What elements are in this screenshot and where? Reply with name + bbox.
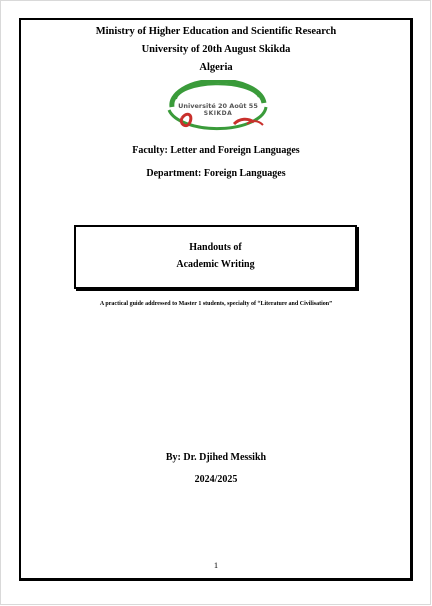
department-name: Department: Foreign Languages (146, 168, 286, 179)
university-logo (164, 80, 272, 134)
university-name: University of 20th August Skikda (141, 44, 291, 55)
logo-text-line2: SKIKDA (203, 110, 233, 117)
country-name: Algeria (199, 62, 233, 73)
faculty-name: Faculty: Letter and Foreign Languages (132, 145, 300, 156)
title-box (74, 225, 357, 289)
subtitle: A practical guide addressed to Master 1 students, specialty of “Literature and Civilisation” (99, 301, 333, 307)
ministry-name: Ministry of Higher Education and Scientific Research (95, 26, 337, 37)
title-line2: Academic Writing (176, 259, 255, 270)
title-line1: Handouts of (189, 242, 242, 253)
author: By: Dr. Djihed Messikh (165, 452, 267, 463)
logo-text-line1: Université 20 Août 55 (178, 102, 258, 110)
academic-year: 2024/2025 (194, 474, 238, 485)
page-number: 1 (213, 560, 219, 570)
